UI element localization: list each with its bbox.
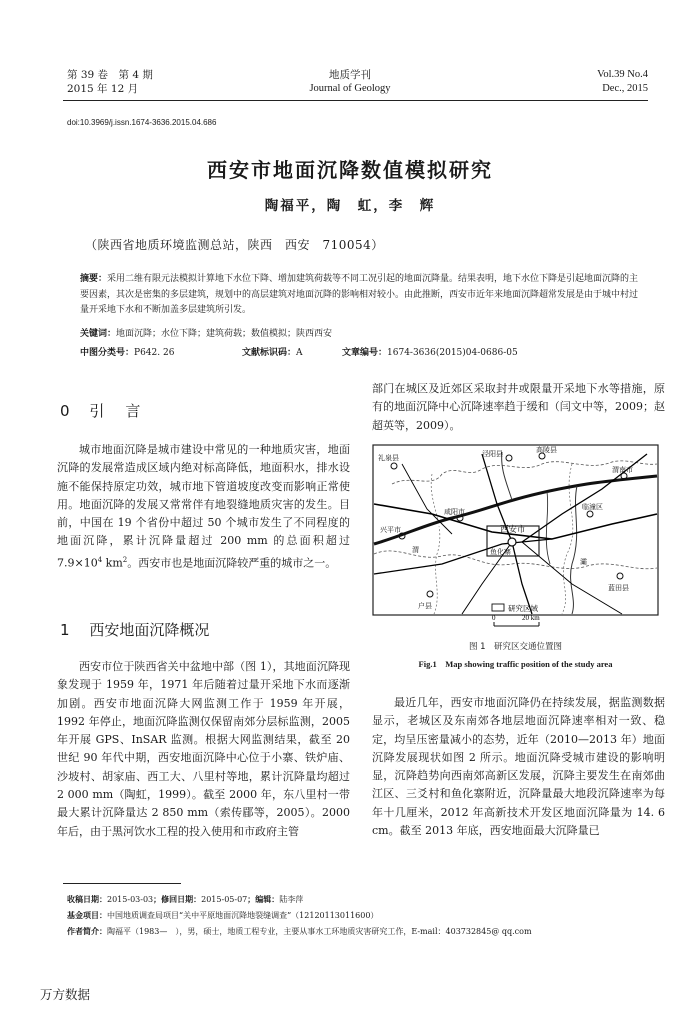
place-label: 鱼化寨 [490,548,511,556]
footnote-fund [67,909,378,922]
keywords-text: 地面沉降；水位下降；建筑荷载；数值模拟；陕西西安 [116,329,333,339]
clc-label: 中图分类号： [80,348,135,358]
section-1-heading [60,619,209,640]
article-value: 1674-3636(2015)04-0686-05 [387,348,518,358]
journal-name [250,68,450,96]
journal-name-en: Journal of Geology [309,83,391,94]
figure-caption-en: Fig.1 Map showing traffic position of the study area [418,659,613,669]
author-bio-label: 作者简介： [67,927,107,936]
right-paragraph-top: 部门在城区及近郊区采取封井或限量开采地下水等措施，原有的地面沉降中心沉降速率趋于缓和（闫文中等，2009；赵超英等，2009）。 [372,382,665,432]
legend-label: 研究区域 [508,604,538,613]
received-date: 2015-03-03 [107,895,154,904]
place-label: 灞 [580,558,587,566]
intro-paragraph [57,441,350,573]
intro-unit-exponent: 2 [122,555,128,564]
section-1-title: 西安地面沉降概况 [89,621,210,639]
place-label: 咸阳市 [444,508,465,516]
wanfang-watermark: 万方数据 [40,987,91,1002]
editor-label: ；编辑： [247,895,280,904]
section-0-title: 引 言 [89,402,144,420]
header-rule [63,100,648,101]
volume-en: Vol.39 No.4 [597,69,648,80]
clc-value: P642. 26 [134,348,175,358]
place-label: 临潼区 [582,503,603,511]
code-label: 文献标识码： [242,348,297,358]
place-label: 泾阳县 [482,450,503,458]
river-label: 渭 [412,546,419,554]
doi[interactable]: doi:10.3969/j.issn.1674-3636.2015.04.686 [67,118,217,127]
date-en: Dec., 2015 [602,83,648,94]
volume-issue: 第 39 卷 第 4 期 [67,69,153,81]
right-paragraph-bottom: 最近几年，西安市地面沉降仍在持续发展，据监测数据显示，老城区及东南郊各地层地面沉降速率相对一致、稳定，均呈压密量减小的态势，近年（2010—2013 年）地面沉降发展现状如图 2 所示。地面沉降受城市建设的影响明显，沉降趋势向西南郊高新区发展，沉降主要发生在南郊曲江区、三爻村和鱼化寨附近，沉降量最大地段沉降速率为每年十几厘米，2012 年高新技术开发区地面沉降量为 14. 6 cm。截至 2013 年底，西安地面最大沉降量已 [372,696,665,838]
footnote-dates [67,893,303,906]
affiliation: （陕西省地质环境监测总站，陕西 西安 710054） [85,238,384,252]
city-marker-xian [508,538,516,546]
journal-name-zh: 地质学刊 [329,69,371,81]
place-label: 兴平市 [380,526,401,534]
fund-text: 中国地质调查局项目“关中平原地面沉降地裂缝调查”（12120113011600） [107,911,379,920]
footnote-author [67,925,667,938]
keywords [80,326,332,339]
legend-swatch [492,604,504,611]
place-label: 渭南市 [612,466,633,474]
study-area-map [372,444,659,636]
section-0-heading [60,400,143,421]
section-1-number: 1 [60,621,70,639]
place-label: 礼泉县 [378,454,399,462]
overview-paragraph: 西安市位于陕西省关中盆地中部（图 1），其地面沉降现象发现于 1959 年，1971 年后随着过量开采地下水而逐渐加剧。西安市地面沉降大网监测工作于 1959 年开展，1992 年停止，地面沉降监测仅保留南郊分层标监测，2005 年开展 GPS、InSAR 监测。根据大网监测结果，截至 20 世纪 90 年代中期，西安地面沉降中心位于小寨、铁炉庙、沙坡村、胡家庙、西工大、八里村等地，累计沉降量均超过 2 000 mm（陶虹，1999）。截至 2000 年，东八里村一带最大累计沉降量达 2 850 mm（索传郿等，2005）。2000 年后，由于黑河饮水工程的投入使用和市政府主管 [57,660,350,838]
authors: 陶福平，陶 虹，李 辉 [264,198,436,214]
author-bio-text: 陶福平（1983— ），男，硕士，地质工程专业，主要从事水工环地质灾害研究工作，E-mail：403732845@ qq.com [107,927,532,936]
footnote-rule [63,883,181,884]
abstract [80,272,640,319]
issue-date: 2015 年 12 月 [67,83,139,95]
abstract-label: 摘要： [80,274,108,284]
figure-caption-zh: 图 1 研究区交通位置图 [468,642,563,652]
revised-label: ；修回日期： [153,895,202,904]
abstract-text: 采用二维有限元法模拟计算地下水位下降、增加建筑荷载等不同工况引起的地面沉降量。结果表明，地下水位下降是引起地面沉降的主要因素，其次是密集的多层建筑，规划中的高层建筑对地面沉降的影响相对较小。由此推断，西安市近年来地面沉降超常发展是由于城中村过量开采地下水和不断加盖多层建筑所引发。 [80,274,639,315]
journal-volume-en [597,68,648,96]
code-value: A [296,348,303,358]
fund-label: 基金项目： [67,911,107,920]
paper-title: 西安市地面沉降数值模拟研究 [207,158,493,182]
scale-zero: 0 [492,614,496,622]
section-0-number: 0 [60,402,70,420]
place-label: 户县 [418,602,432,610]
place-label: 蓝田县 [608,584,629,592]
article-label: 文章编号： [342,348,388,358]
editor-name: 陆李萍 [279,895,304,904]
intro-end: 。西安市也是地面沉降较严重的城市之一。 [127,556,337,570]
scale-label: 20 km [522,614,540,622]
intro-unit: km [102,556,123,570]
place-label: 高陵县 [536,446,557,454]
received-label: 收稿日期： [67,895,107,904]
intro-text: 城市地面沉降是城市建设中常见的一种地质灾害，地面沉降的发展常造成区域内绝对标高降低，地面积水，排水设施不能保持原定功效，城市地下管道坡度改变而影响正常使用。地面沉降的发展又常常伴有地裂缝地质灾害的发生。目前，中国在 19 个省份中超过 50 个城市发生了不同程度的地面沉降，累计沉降量超过 200 mm 的总面积超过 7.9×10 [57,443,350,570]
keywords-label: 关键词： [80,329,117,339]
revised-date: 2015-05-07 [201,895,248,904]
place-label: 西安市 [500,525,526,535]
journal-volume-issue [67,68,153,96]
intro-exponent: 4 [97,555,103,564]
